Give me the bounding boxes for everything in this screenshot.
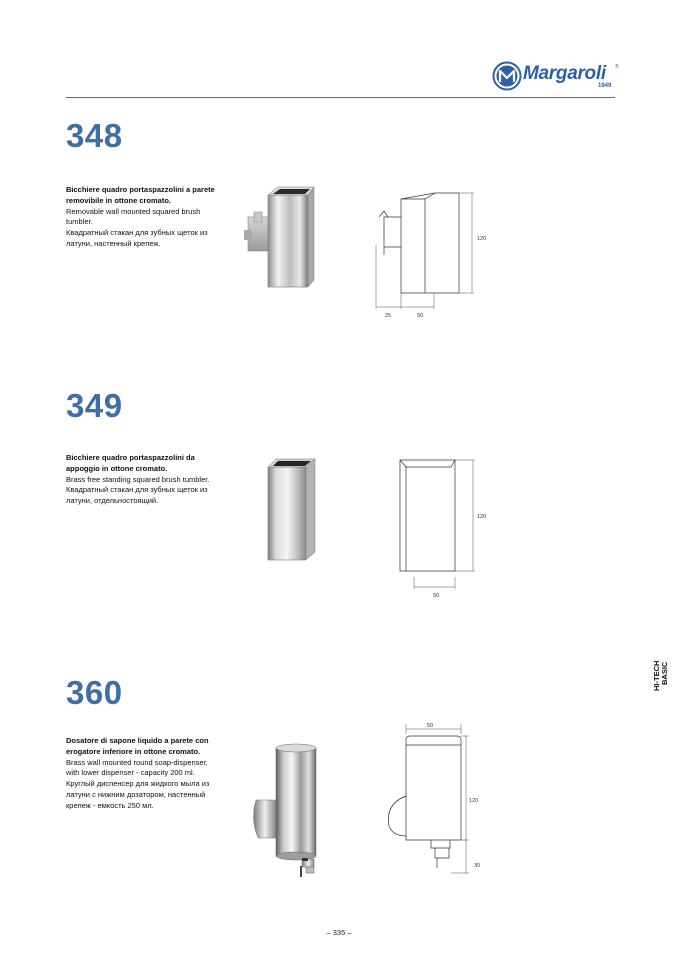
page-number: – 335 –	[326, 928, 352, 937]
dimension-depth-348: 25	[385, 313, 392, 319]
description-russian: Квадратный стакан для зубных щеток из латуни, настенный крепеж.	[66, 228, 208, 248]
dimension-spout-360: 30	[474, 863, 481, 869]
description-russian: Круглый диспенсер для жидкого мыла из латуни с нижним дозатором, настенный крепеж - емкость 250 мл.	[66, 779, 210, 810]
product-description-360	[66, 736, 216, 812]
description-english: Removable wall mounted squared brush tumbler.	[66, 206, 201, 227]
dimension-width-349: 50	[433, 593, 440, 599]
brand-logo	[492, 59, 622, 93]
brand-name: Margaroli	[523, 63, 606, 84]
description-russian: Квадратный стакан для зубных щеток из латуни, отдельностоящий.	[66, 485, 208, 506]
dimension-width-360: 50	[427, 723, 434, 729]
product-code-360: 360	[66, 674, 123, 711]
product-code-349: 349	[66, 387, 123, 424]
margaroli-logo-icon	[492, 61, 522, 91]
product-code-348: 348	[66, 117, 123, 154]
product-description-348	[66, 185, 216, 250]
description-english: Brass wall mounted round soap-dispenser, with lower dispenser - capacity 200 ml.	[66, 757, 208, 778]
description-english: Brass free standing squared brush tumbler.	[66, 474, 210, 484]
technical-drawing-349	[395, 455, 495, 605]
description-italian: Bicchiere quadro portaspazzolini da appoggio in ottone cromato.	[66, 453, 195, 473]
side-label-line1: HI-TECH	[652, 660, 661, 691]
brand-trademark: ®	[615, 64, 619, 70]
product-photo-360	[244, 740, 334, 880]
product-photo-349	[262, 455, 322, 565]
dimension-height-360: 120	[469, 798, 479, 804]
collection-side-label	[652, 658, 669, 698]
dimension-height-348: 120	[477, 236, 487, 242]
description-italian: Dosatore di sapone liquido a parete con erogatore inferiore in ottone cromato.	[66, 736, 209, 756]
header-divider	[66, 97, 615, 98]
brand-year: 1949	[598, 83, 612, 89]
product-description-349	[66, 453, 216, 507]
technical-drawing-360	[375, 718, 490, 883]
technical-drawing-348	[370, 185, 495, 325]
description-italian: Bicchiere quadro portaspazzolini a parete removibile in ottone cromato.	[66, 185, 215, 205]
product-photo-348	[240, 185, 315, 290]
dimension-height-349: 120	[477, 514, 487, 520]
side-label-line2: BASIC	[660, 661, 669, 685]
dimension-width-348: 50	[417, 313, 424, 319]
